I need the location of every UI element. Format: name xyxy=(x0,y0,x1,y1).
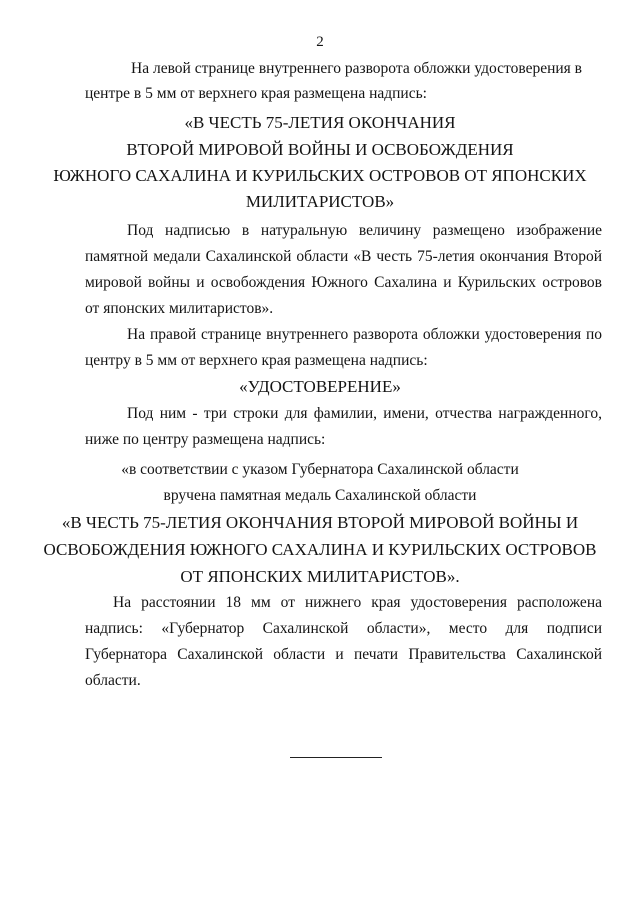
heading-line: ВТОРОЙ МИРОВОЙ ВОЙНЫ И ОСВОБОЖДЕНИЯ xyxy=(126,140,514,159)
paragraph-line: Под ним - три строки для фамилии, имени, отчества награжденного, xyxy=(127,405,602,422)
heading-line: МИЛИТАРИСТОВ» xyxy=(245,192,395,211)
heading-line: «В ЧЕСТЬ 75-ЛЕТИЯ ОКОНЧАНИЯ xyxy=(184,113,456,132)
paragraph-line: центру в 5 мм от верхнего края размещена надпись: xyxy=(85,352,428,369)
paragraph-line: ниже по центру размещена надпись: xyxy=(85,431,326,448)
paragraph-line: области. xyxy=(85,672,141,689)
paragraph-line: памятной медали Сахалинской области «В честь 75-летия окончания Второй xyxy=(85,248,602,265)
page-number: 2 xyxy=(316,34,324,50)
paragraph-line: от японских милитаристов». xyxy=(85,300,274,317)
inscription-heading-line: «В ЧЕСТЬ 75-ЛЕТИЯ ОКОНЧАНИЯ ВТОРОЙ МИРОВОЙ ВОЙНЫ И xyxy=(61,513,579,532)
inscription-heading-line: ОТ ЯПОНСКИХ МИЛИТАРИСТОВ». xyxy=(180,567,460,586)
paragraph-line: центре в 5 мм от верхнего края размещена надпись: xyxy=(85,85,427,102)
paragraph-line: На левой странице внутреннего разворота обложки удостоверения в xyxy=(131,60,582,77)
paragraph-line: надпись: «Губернатор Сахалинской области», место для подписи xyxy=(85,620,602,637)
signature-divider xyxy=(290,757,382,758)
inscription-line: вручена памятная медаль Сахалинской области xyxy=(163,487,477,504)
inscription-heading-line: ОСВОБОЖДЕНИЯ ЮЖНОГО САХАЛИНА И КУРИЛЬСКИХ ОСТРОВОВ xyxy=(43,540,597,559)
paragraph-line: Под надписью в натуральную величину размещено изображение xyxy=(127,222,602,239)
paragraph-line: На правой странице внутреннего разворота обложки удостоверения по xyxy=(127,326,602,343)
heading-line: «УДОСТОВЕРЕНИЕ» xyxy=(239,377,401,396)
heading-line: ЮЖНОГО САХАЛИНА И КУРИЛЬСКИХ ОСТРОВОВ ОТ ЯПОНСКИХ xyxy=(53,166,587,185)
paragraph-line: На расстоянии 18 мм от нижнего края удостоверения расположена xyxy=(113,594,602,611)
inscription-line: «в соответствии с указом Губернатора Сахалинской области xyxy=(121,461,519,478)
paragraph-line: мировой войны и освобождения Южного Сахалина и Курильских островов xyxy=(85,274,602,291)
paragraph-line: Губернатора Сахалинской области и печати Правительства Сахалинской xyxy=(85,646,602,663)
